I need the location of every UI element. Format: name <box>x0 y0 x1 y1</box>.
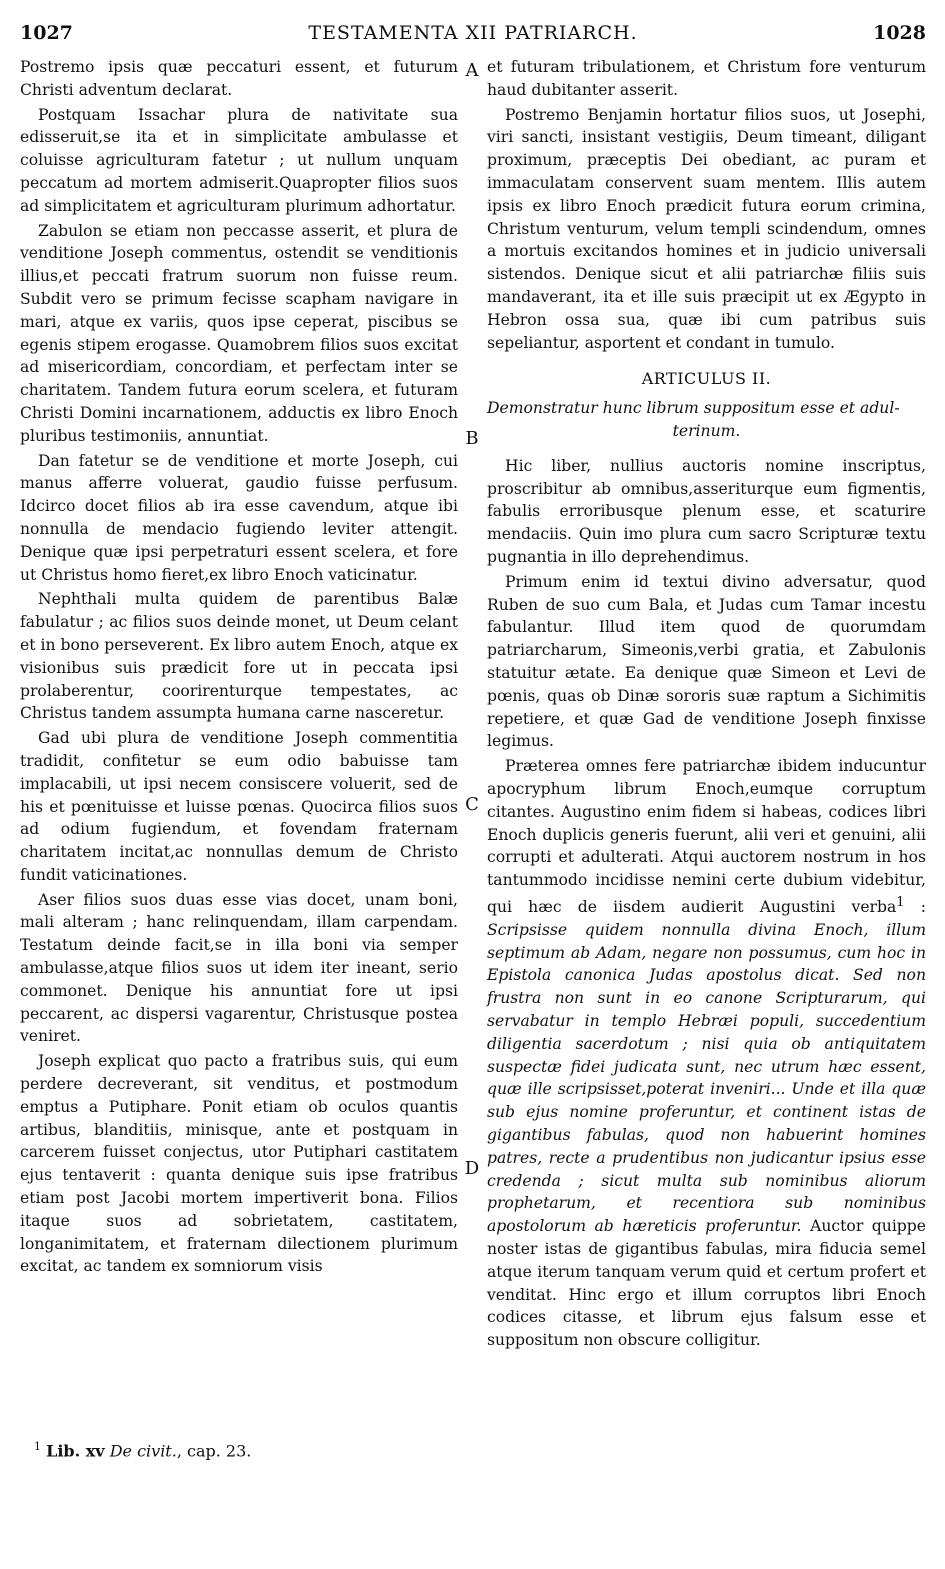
margin-marker-b: B <box>465 428 479 449</box>
margin-marker-a: A <box>465 60 479 81</box>
section-title: ARTICULUS II. <box>641 369 772 389</box>
footnote-reference: 1 <box>896 894 905 910</box>
paragraph: Dan fatetur se de venditione et morte Joseph, cui manus afferre voluerat, gaudio fuisse perfusum. Idcirco docet filios ab ira esse cavendum, atque ibi nonnulla de mendacio fugiendo leviter attengit. Denique quæ ipsi perpetraturi essent scelera, et fore ut Christus homo fieret,ex libro Enoch vaticinatur. <box>20 451 458 584</box>
footnote <box>34 1440 251 1460</box>
paragraph-with-quote <box>487 755 926 1352</box>
page-number-right: 1028 <box>873 22 926 44</box>
paragraph: et futuram tribulationem, et Christum fore venturum haud dubitanter asserit. <box>487 58 926 99</box>
footnote-chapter: , cap. 23. <box>176 1441 252 1461</box>
page-header <box>20 22 926 46</box>
paragraph: Gad ubi plura de venditione Joseph commentitia tradidit, confitetur se eum odio babuisse tam implacabili, ut ipsi necem consiscere voluerit, sed de his et pœnituisse et luisse pœnas. Quocirca filios suos ad odium fugiendum, et fovendam fraternam charitatem incitat,ac nonnullas demum de Christo fundit vaticinationes. <box>20 729 458 884</box>
right-column <box>487 56 926 1354</box>
paragraph: Primum enim id textui divino adversatur, quod Ruben de suo cum Bala, et Judas cum Tamar incestu fabulantur. Illud item quod de quorumdam patriarcharum, Simeonis,verbi gratia, et Zabulonis statuitur ætate. Ea denique quæ Simeon et Levi de pœnis, quas ob Dinæ sororis suæ raptum a Sichimitis repetiere, et quæ Gad de venditione Joseph finxisse legimus. <box>487 572 926 751</box>
paragraph-tail: Auctor quippe noster istas de gigantibus fabulas, mira fiducia semel atque iterum tanquam verum quid et certum profert et venditat. Hinc ergo et illum corruptos libri Enoch codices citasse, et librum ejus falsum esse et suppositum non obscure colligitur. <box>487 1217 927 1350</box>
margin-marker-c: C <box>465 794 479 815</box>
paragraph: Zabulon se etiam non peccasse asserit, et plura de venditione Joseph commentus, ostendit se venditionis illius,et peccati fratrum suorum non fuisse reum. Subdit vero se primum fecisse scapham navigare in mari, atque ex variis, quos ipse ceperat, piscibus se egenis stipem erogasse. Quamobrem filios suos excitat ad misericordiam, concordiam, et perfectam inter se charitatem. Tandem futura eorum scelera, et futuram Christi Domini incarnationem, adductis ex libro Enoch pluribus testimoniis, annuntiat. <box>20 221 458 445</box>
paragraph: Postquam Issachar plura de nativitate sua edisseruit,se ita et in simplicitate ambulasse et coluisse agriculturam fatetur ; ut nullum unquam peccatum ad mortem admiserit.Quapropter filios suos ad simplicitatem et agriculturam plurimum adhortatur. <box>20 105 458 215</box>
paragraph: Joseph explicat quo pacto a fratribus suis, qui eum perdere decreverant, sit venditus, et postmodum emptus a Putiphare. Ponit etiam ob oculos quantis artibus, blanditiis, minisque, ante et postquam in carcerem fuisset conjectus, utor Putiphari castitatem ejus tentaverit : quanta denique suis ipse fratribus etiam post Jacobi mortem impertiverit bona. Filios itaque suos ad sobrietatem, castitatem, longanimitatem, et fraternam dilectionem plurimum excitat, ac tandem ex somniorum visis <box>20 1052 458 1276</box>
left-column <box>20 56 458 1280</box>
paragraph: Hic liber, nullius auctoris nomine inscriptus, proscribitur ab omnibus,asseriturque eum figmentis, fabulis erroribusque plenum esse, et scaturire mendaciis. Quin imo plura cum sacro Scripturæ textu pugnantia in illo deprehendimus. <box>487 456 926 566</box>
section-subtitle <box>487 397 926 443</box>
paragraph: Aser filios suos duas esse vias docet, unam boni, mali alteram ; hanc relinquendam, illam carpendam. Testatum deinde facit,se in illa boni via semper ambulasse,atque filios suos ut idem iter ineant, serio commonet. Denique his annuntiat fore ut ipsi peccarent, ac dispersi vagarentur, Christusque postea veniret. <box>20 890 458 1046</box>
footnote-mark: 1 <box>34 1440 41 1453</box>
colon: : <box>904 898 926 917</box>
augustine-quote: Scripsisse quidem nonnulla divina Enoch, illum septimum ab Adam, negare non possumus, cum hoc in Epistola canonica Judas apostolus dicat. Sed non frustra non sunt in eo canone Scripturarum, qui servabatur in templo Hebræi populi, succedentium diligentia sacerdotum ; nisi quia ob antiquitatem suspectæ fidei judicata sunt, nec utrum hæc essent, quæ ille scripsisset,poterat inveniri... Unde et illa quæ sub ejus nomine proferuntur, et continent istas de gigantibus fabulas, quod non habuerint homines patres, recte a prudentibus non judicantur ipsius esse credenda ; sicut multa sub nominibus aliorum prophetarum, et recentiora sub nominibus apostolorum ab hæreticis proferuntur. <box>487 920 926 1236</box>
running-title: TESTAMENTA XII PATRIARCH. <box>308 22 638 44</box>
page-number-left: 1027 <box>20 22 73 44</box>
margin-marker-d: D <box>464 1158 480 1179</box>
paragraph: Postremo ipsis quæ peccaturi essent, et futurum Christi adventum declarat. <box>20 58 458 99</box>
section-subtitle-line1: Demonstratur hunc librum suppositum esse et adul- <box>487 399 900 418</box>
paragraph: Postremo Benjamin hortatur filios suos, ut Josephi, viri sancti, insistant vestigiis, Deum timeant, diligant proximum, præceptis Dei obediant, ac puram et immaculatam conservent suam mentem. Illis autem ipsis ex libro Enoch prædicit futura eorum crimina, Christum venturum, velum templi scindendum, omnes a mortuis excitandos homines et in judicio universali sistendos. Denique sicut et alii patriarchæ filiis suis mandaverant, ita et ille suis præcipit ut ex Ægypto in Hebron ossa sua, quæ ibi cum patribus suis sepeliantur, asportent et condant in tumulo. <box>487 105 926 352</box>
paragraph-text: Præterea omnes fere patriarchæ ibidem inducuntur apocryphum librum Enoch,eumque corruptum citantes. Augustino enim fidem si habeas, codices libri Enoch duplicis generis fuerunt, alii veri et genuini, alii corrupti et adulterati. Atqui auctorem nostrum in hos tantummodo incidisse nemini certe dubium videbitur, qui hæc de iisdem audierit Augustini verba <box>487 757 926 917</box>
section-subtitle-line2: terinum. <box>672 421 741 440</box>
footnote-work-title: De civit. <box>109 1441 177 1461</box>
paragraph: Nephthali multa quidem de parentibus Balæ fabulatur ; ac filios suos deinde monet, ut Deum celant et in bono perseverent. Ex libro autem Enoch, atque ex visionibus suis prædicit fore ut in peccata ipsi prolaberentur, coorirenturque tempestates, ac Christus tandem assumpta humana carne nasceretur. <box>20 590 458 723</box>
footnote-book: Lib. xv <box>46 1441 105 1461</box>
